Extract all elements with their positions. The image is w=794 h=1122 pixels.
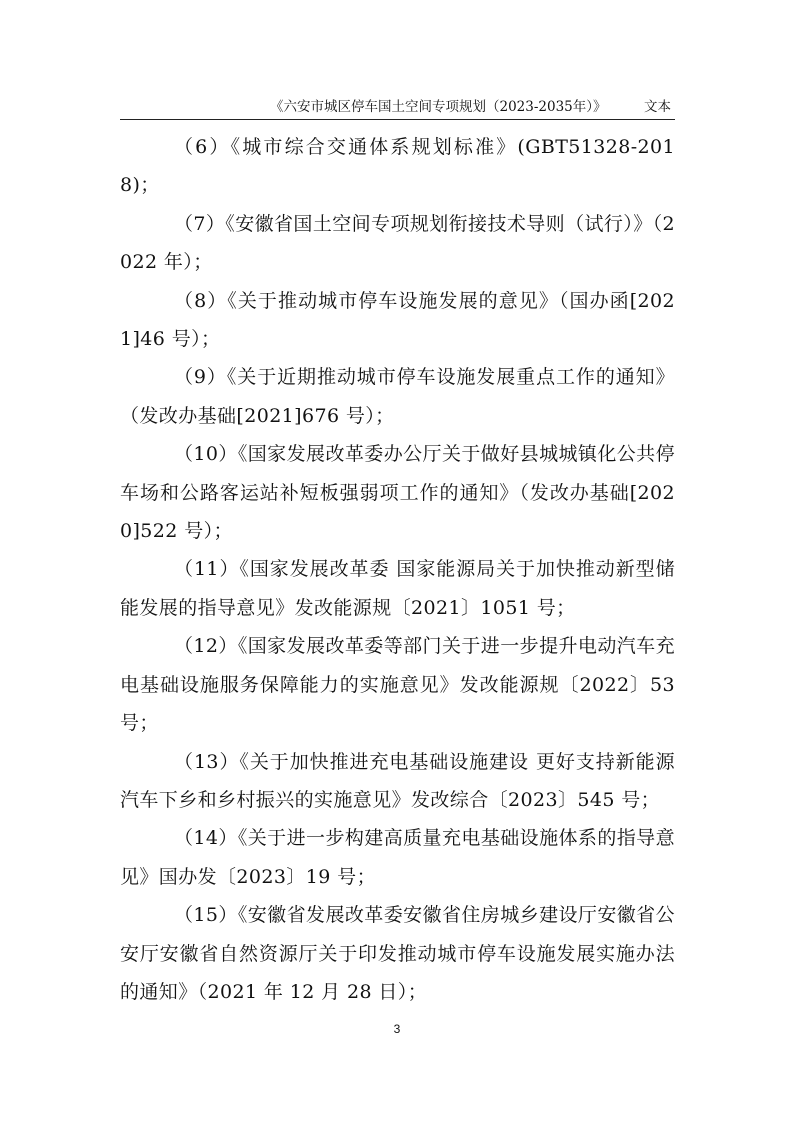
reference-item-13: （13）《关于加快推进充电基础设施建设 更好支持新能源汽车下乡和乡村振兴的实施意见》发改综合〔2023〕545 号；	[120, 750, 675, 811]
section-label: 文本	[644, 99, 671, 115]
reference-item-7: （7）《安徽省国土空间专项规划衔接技术导则（试行）》（2022 年）；	[120, 212, 675, 274]
reference-item-15: （15）《安徽省发展改革委安徽省住房城乡建设厅安徽省公安厅安徽省自然资源厅关于印发推动城市停车设施发展实施办法的通知》（2021 年 12 月 28 日）；	[120, 904, 675, 1003]
page-header	[120, 93, 675, 120]
document-title: 《六安市城区停车国土空间专项规划（2023-2035年）》	[270, 99, 607, 115]
reference-item-11: （11）《国家发展改革委 国家能源局关于加快推动新型储能发展的指导意见》发改能源规〔2021〕1051 号；	[120, 558, 675, 619]
document-body	[120, 128, 675, 1011]
reference-item-8: （8）《关于推动城市停车设施发展的意见》（国办函[2021]46 号）；	[120, 289, 675, 351]
reference-item-12: （12）《国家发展改革委等部门关于进一步提升电动汽车充电基础设施服务保障能力的实施意见》发改能源规〔2022〕53 号；	[120, 635, 675, 735]
reference-item-9: （9）《关于近期推动城市停车设施发展重点工作的通知》（发改办基础[2021]676 号）；	[120, 366, 675, 427]
reference-item-10: （10）《国家发展改革委办公厅关于做好县城城镇化公共停车场和公路客运站补短板强弱项工作的通知》（发改办基础[2020]522 号）；	[120, 443, 675, 543]
page-number: 3	[393, 1022, 401, 1036]
reference-item-6: （6）《城市综合交通体系规划标准》(GBT51328-2018)；	[120, 136, 675, 197]
reference-item-14: （14）《关于进一步构建高质量充电基础设施体系的指导意见》国办发〔2023〕19 号；	[120, 827, 675, 888]
